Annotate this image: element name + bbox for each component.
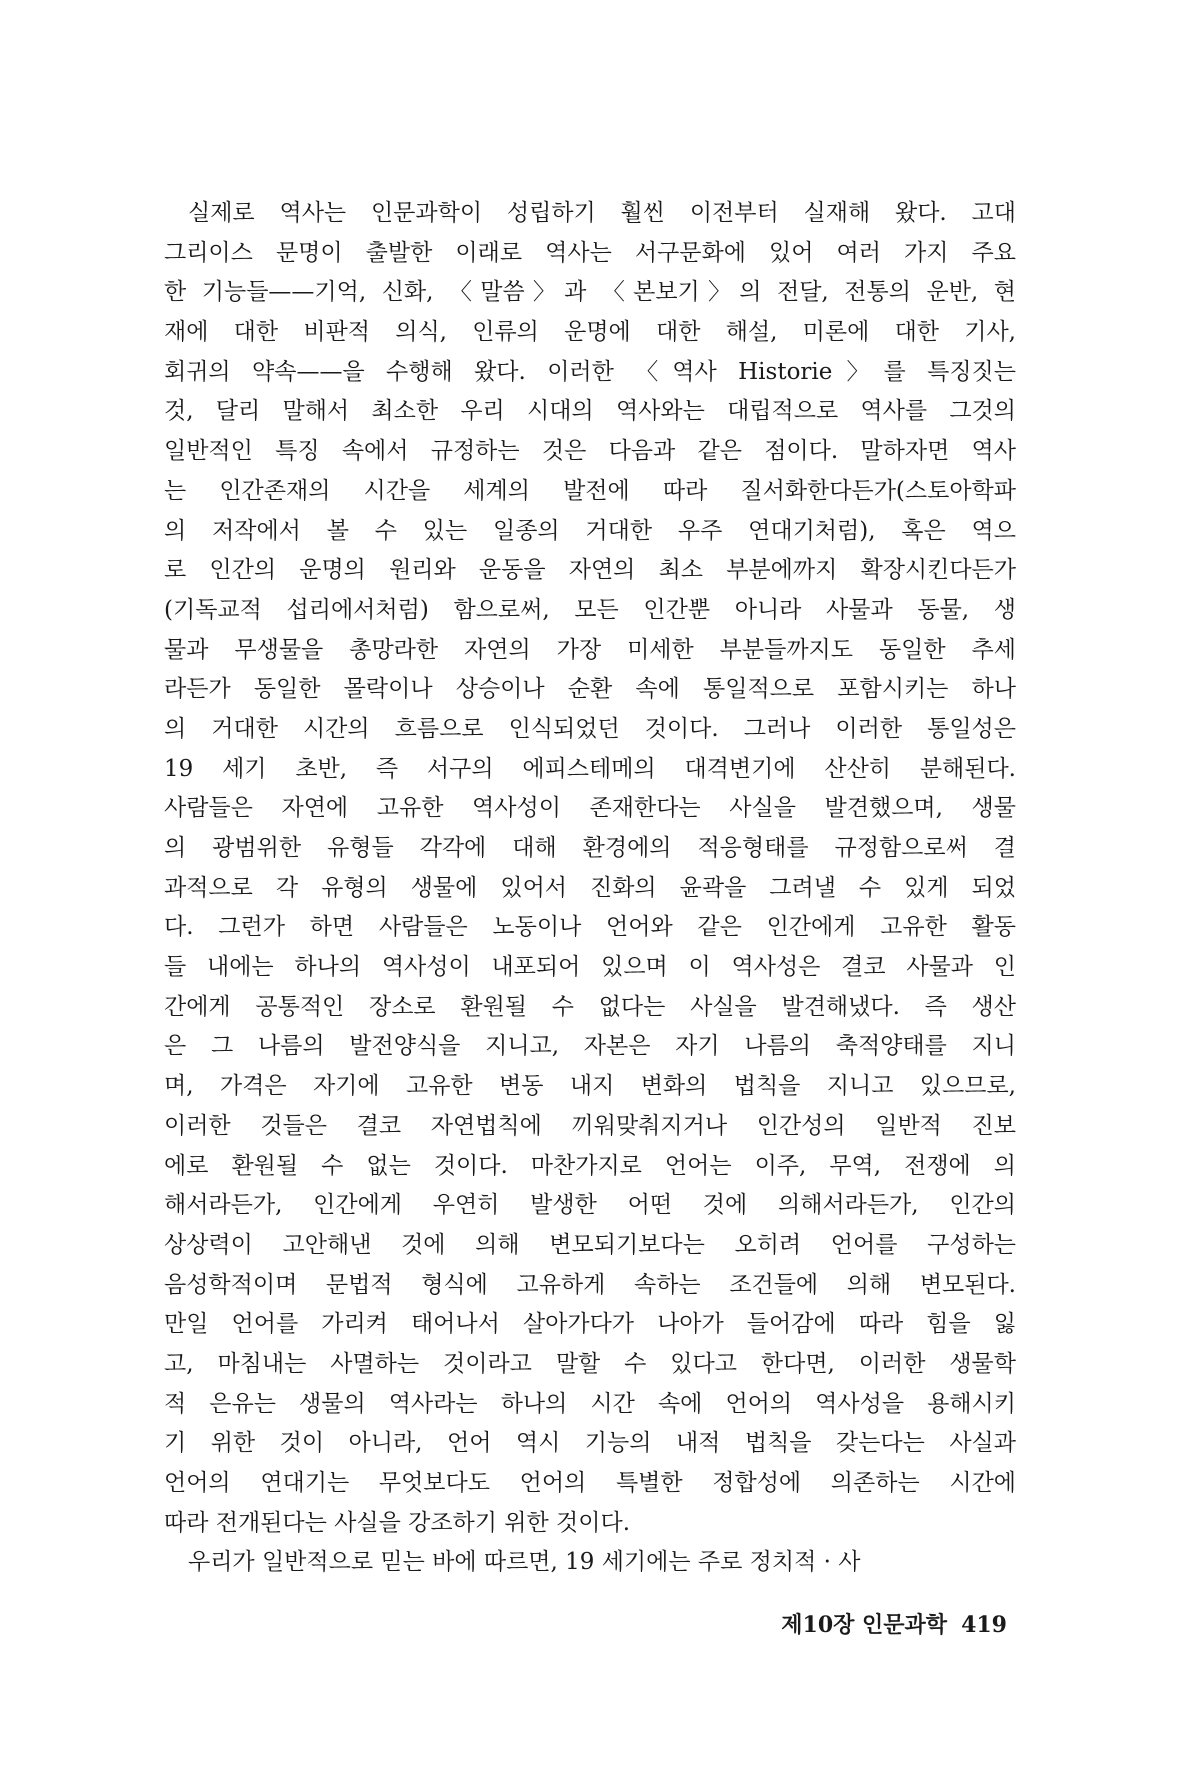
- text-line: 이러한 것들은 결코 자연법칙에 끼워맞춰지거나 인간성의 일반적 진보: [164, 1112, 1016, 1139]
- text-line: 들 내에는 하나의 역사성이 내포되어 있으며 이 역사성은 결코 사물과 인: [164, 954, 1016, 981]
- text-line: 다. 그런가 하면 사람들은 노동이나 언어와 같은 인간에게 고유한 활동: [164, 914, 1016, 941]
- running-footer-chapter: 제10장 인문과학: [781, 1612, 948, 1638]
- text-line: 따라 전개된다는 사실을 강조하기 위한 것이다.: [164, 1509, 631, 1536]
- text-line: 만일 언어를 가리켜 태어나서 살아가다가 나아가 들어감에 따라 힘을 잃: [164, 1311, 1016, 1338]
- text-line: 물과 무생물을 총망라한 자연의 가장 미세한 부분들까지도 동일한 추세: [164, 636, 1016, 663]
- text-line: 것, 달리 말해서 최소한 우리 시대의 역사와는 대립적으로 역사를 그것의: [164, 398, 1016, 425]
- text-line: 기 위한 것이 아니라, 언어 역시 기능의 내적 법칙을 갖는다는 사실과: [164, 1430, 1016, 1457]
- text-line: 사람들은 자연에 고유한 역사성이 존재한다는 사실을 발견했으며, 생물: [164, 795, 1016, 822]
- page-footer: [781, 1608, 1007, 1639]
- text-line: 의 저작에서 볼 수 있는 일종의 거대한 우주 연대기처럼), 혹은 역으: [164, 517, 1016, 544]
- text-line: 는 인간존재의 시간을 세계의 발전에 따라 질서화한다든가(스토아학파: [164, 477, 1016, 504]
- text-line: 며, 가격은 자기에 고유한 변동 내지 변화의 법칙을 지니고 있으므로,: [164, 1073, 1016, 1100]
- text-line: 일반적인 특징 속에서 규정하는 것은 다음과 같은 점이다. 말하자면 역사: [164, 438, 1016, 465]
- text-line: 언어의 연대기는 무엇보다도 언어의 특별한 정합성에 의존하는 시간에: [164, 1470, 1016, 1496]
- text-line: 음성학적이며 문법적 형식에 고유하게 속하는 조건들에 의해 변모된다.: [164, 1271, 1016, 1298]
- text-line: (기독교적 섭리에서처럼) 함으로써, 모든 인간뿐 아니라 사물과 동물, 생: [164, 596, 1016, 623]
- text-line: 회귀의 약속——을 수행해 왔다. 이러한 〈역사 Historie〉를 특징짓는: [164, 358, 1016, 385]
- text-line: 적 은유는 생물의 역사라는 하나의 시간 속에 언어의 역사성을 용해시키: [164, 1390, 1016, 1417]
- text-line: 실제로 역사는 인문과학이 성립하기 훨씬 이전부터 실재해 왔다. 고대: [188, 200, 1016, 226]
- text-line: 우리가 일반적으로 믿는 바에 따르면, 19 세기에는 주로 정치적 · 사: [188, 1549, 861, 1576]
- text-line: 간에게 공통적인 장소로 환원될 수 없다는 사실을 발견해냈다. 즉 생산: [164, 993, 1016, 1020]
- text-line: 그리이스 문명이 출발한 이래로 역사는 서구문화에 있어 여러 가지 주요: [164, 239, 1016, 266]
- text-line: 상상력이 고안해낸 것에 의해 변모되기보다는 오히려 언어를 구성하는: [164, 1231, 1016, 1258]
- text-line: 한 기능들——기억, 신화, 〈말씀〉과 〈본보기〉의 전달, 전통의 운반, 현: [164, 279, 1016, 306]
- text-line: 의 광범위한 유형들 각각에 대해 환경에의 적응형태를 규정함으로써 결: [164, 835, 1016, 861]
- page-number: 419: [961, 1612, 1007, 1638]
- body-text: [164, 194, 1016, 1583]
- text-line: 에로 환원될 수 없는 것이다. 마찬가지로 언어는 이주, 무역, 전쟁에 의: [164, 1152, 1016, 1179]
- text-line: 의 거대한 시간의 흐름으로 인식되었던 것이다. 그러나 이러한 통일성은: [164, 715, 1016, 742]
- text-line: 19 세기 초반, 즉 서구의 에피스테메의 대격변기에 산산히 분해된다.: [164, 755, 1016, 782]
- text-line: 은 그 나름의 발전양식을 지니고, 자본은 자기 나름의 축적양태를 지니: [164, 1033, 1016, 1060]
- text-line: 과적으로 각 유형의 생물에 있어서 진화의 윤곽을 그려낼 수 있게 되었: [164, 874, 1016, 901]
- text-line: 로 인간의 운명의 원리와 운동을 자연의 최소 부분에까지 확장시킨다든가: [164, 557, 1016, 584]
- text-line: 재에 대한 비판적 의식, 인류의 운명에 대한 해설, 미론에 대한 기사,: [164, 319, 1016, 346]
- text-line: 라든가 동일한 몰락이나 상승이나 순환 속에 통일적으로 포함시키는 하나: [164, 676, 1016, 703]
- text-line: 해서라든가, 인간에게 우연히 발생한 어떤 것에 의해서라든가, 인간의: [164, 1192, 1016, 1219]
- text-line: 고, 마침내는 사멸하는 것이라고 말할 수 있다고 한다면, 이러한 생물학: [164, 1350, 1016, 1377]
